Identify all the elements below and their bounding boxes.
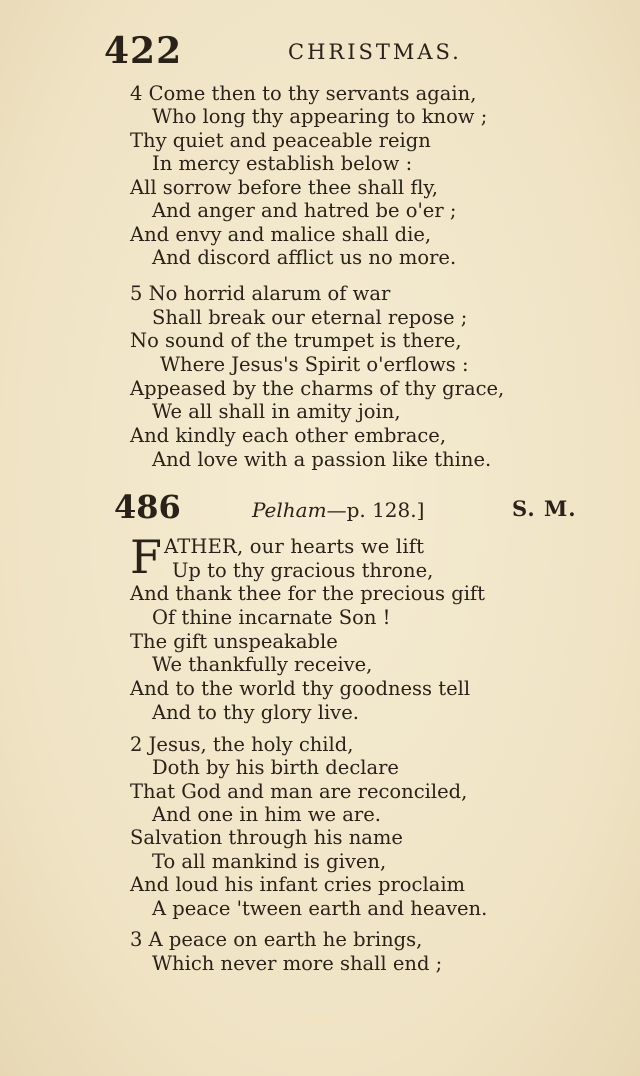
verse-line: And to thy glory live. bbox=[152, 701, 359, 724]
hymn-number: 486 bbox=[114, 488, 181, 526]
running-head: CHRISTMAS. bbox=[288, 40, 462, 64]
drop-cap: F bbox=[130, 530, 162, 584]
verse-line: That God and man are reconciled, bbox=[130, 780, 468, 803]
verse-line: Which never more shall end ; bbox=[152, 952, 443, 975]
verse-line: Salvation through his name bbox=[130, 826, 403, 849]
verse-line: Thy quiet and peaceable reign bbox=[130, 129, 431, 152]
verse-line: And kindly each other embrace, bbox=[130, 424, 447, 447]
verse-line: We all shall in amity join, bbox=[152, 400, 401, 423]
verse-line: And one in him we are. bbox=[152, 803, 381, 826]
page-header bbox=[104, 30, 484, 74]
verse-line: And loud his infant cries proclaim bbox=[130, 873, 466, 896]
verse-line: And thank thee for the precious gift bbox=[130, 582, 485, 605]
verse-line: And love with a passion like thine. bbox=[152, 448, 492, 471]
verse-line: We thankfully receive, bbox=[152, 653, 373, 676]
verse-line: No sound of the trumpet is there, bbox=[130, 329, 462, 352]
verse-line: The gift unspeakable bbox=[130, 630, 338, 653]
verse-line: Up to thy gracious throne, bbox=[172, 559, 434, 582]
verse-line: And envy and malice shall die, bbox=[130, 223, 432, 246]
verse-line: 2 Jesus, the holy child, bbox=[130, 733, 354, 756]
verse-line: Appeased by the charms of thy grace, bbox=[130, 377, 505, 400]
verse-line: And discord afflict us no more. bbox=[152, 246, 457, 269]
verse-line: And anger and hatred be o'er ; bbox=[152, 199, 457, 222]
verse-line: 4 Come then to thy servants again, bbox=[130, 82, 477, 105]
verse-line: All sorrow before thee shall fly, bbox=[130, 176, 438, 199]
meter: S. M. bbox=[512, 496, 577, 521]
verse-line: Doth by his birth declare bbox=[152, 756, 399, 779]
verse-line: A peace 'tween earth and heaven. bbox=[152, 897, 488, 920]
verse-line: 3 A peace on earth he brings, bbox=[130, 928, 423, 951]
verse-line: 5 No horrid alarum of war bbox=[130, 282, 391, 305]
verse-line: And to the world thy goodness tell bbox=[130, 677, 471, 700]
verse-line: Who long thy appearing to know ; bbox=[152, 105, 488, 128]
hymn-heading bbox=[114, 488, 584, 528]
verse-line: To all mankind is given, bbox=[152, 850, 387, 873]
verse-line: ATHER, our hearts we lift bbox=[164, 535, 425, 558]
verse-line: In mercy establish below : bbox=[152, 152, 413, 175]
tune-reference bbox=[252, 498, 424, 522]
page-number: 422 bbox=[104, 30, 183, 72]
verse-line: Of thine incarnate Son ! bbox=[152, 606, 391, 629]
verse-line: Shall break our eternal repose ; bbox=[152, 306, 468, 329]
tune-name: Pelham bbox=[252, 498, 327, 522]
tune-page-ref: —p. 128.] bbox=[326, 498, 425, 522]
verse-line: Where Jesus's Spirit o'erflows : bbox=[160, 353, 469, 376]
